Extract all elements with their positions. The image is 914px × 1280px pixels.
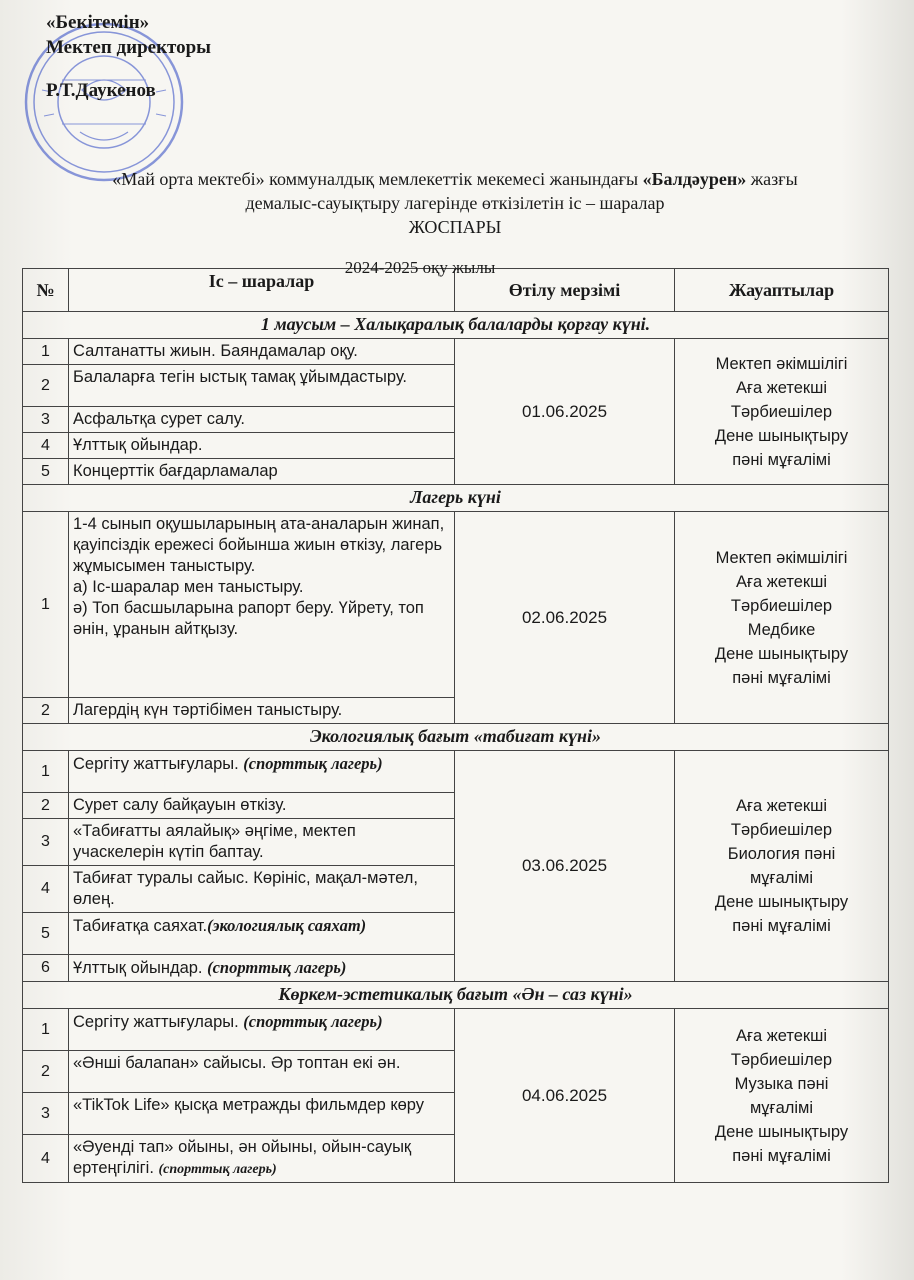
responsible-person: Аға жетекші — [735, 378, 828, 397]
row-number: 5 — [23, 459, 69, 485]
responsible-cell — [675, 1009, 889, 1183]
section-row — [23, 312, 889, 339]
activity-note: (спорттық лагерь) — [207, 958, 347, 977]
activity-cell — [69, 819, 455, 866]
responsible-person: Дене шынықтыру — [714, 426, 849, 445]
activity-note: (спорттық лагерь) — [243, 1012, 383, 1031]
approval-signatory: Р.Т.Даукенов — [46, 80, 156, 101]
row-number: 2 — [23, 365, 69, 407]
activity-cell — [69, 1093, 455, 1135]
section-row — [23, 485, 889, 512]
activity-text: Лагердің күн тәртібімен таныстыру. — [73, 701, 343, 719]
responsible-person: Медбике — [747, 620, 816, 639]
row-number: 1 — [23, 751, 69, 793]
activity-note: (спорттық лагерь) — [243, 754, 383, 773]
activity-subitem: ә) Топ басшыларына рапорт беру. Үйрету, топ әнін, ұранын айтқызу. — [73, 599, 424, 638]
responsible-person: Мектеп әкімшілігі — [715, 354, 848, 373]
heading-line-1 — [20, 168, 890, 190]
activity-cell — [69, 459, 455, 485]
responsible-person: Тәрбиешілер — [730, 402, 833, 421]
row-number: 3 — [23, 1093, 69, 1135]
responsible-person: пәні мұғалімі — [732, 1146, 831, 1165]
activity-text: 1-4 сынып оқушыларының ата-аналарын жинап, қауіпсіздік ережесі бойынша жиын өткізу, лагерь жұмысымен таныстыру. — [73, 515, 445, 575]
responsible-person: мұғалімі — [749, 1098, 814, 1117]
responsible-person: Тәрбиешілер — [730, 821, 833, 839]
responsible-person: Аға жетекші — [735, 1026, 828, 1045]
activity-text: «Табиғатты аялайық» әңгіме, мектеп учаскелерін күтіп баптау. — [73, 822, 356, 861]
activity-text: Сергіту жаттығулары. — [73, 1013, 244, 1031]
row-number: 4 — [23, 1135, 69, 1183]
responsible-person: Тәрбиешілер — [730, 596, 833, 615]
heading-line-2: демалыс-сауықтыру лагерінде өткізілетін іс – шаралар — [245, 193, 665, 213]
activity-text: «TikTok Life» қысқа метражды фильмдер көру — [73, 1096, 425, 1114]
responsible-person: мұғалімі — [749, 869, 814, 887]
date-cell: 03.06.2025 — [455, 751, 675, 982]
camp-name: «Балдәурен» — [642, 169, 747, 189]
responsible-person: Тәрбиешілер — [730, 1050, 833, 1069]
activity-text: Табиғатқа саяхат. — [73, 917, 208, 935]
responsible-cell — [675, 751, 889, 982]
table-body — [23, 312, 889, 1183]
row-number: 1 — [23, 339, 69, 365]
approval-position: Мектеп директоры — [46, 37, 212, 58]
academic-year: 2024-2025 оқу жылы — [344, 258, 496, 277]
activity-cell — [69, 1009, 455, 1051]
activity-cell — [69, 512, 455, 698]
row-number: 2 — [23, 1051, 69, 1093]
table-row — [23, 339, 889, 365]
date-cell: 04.06.2025 — [455, 1009, 675, 1183]
table-row — [23, 751, 889, 793]
activity-text: Сурет салу байқауын өткізу. — [73, 796, 287, 814]
activity-text: Ұлттық ойындар. — [73, 959, 208, 977]
activity-cell — [69, 751, 455, 793]
table-row — [23, 512, 889, 698]
activity-text: Балаларға тегін ыстық тамақ ұйымдастыру. — [73, 368, 408, 386]
header-activity: Іс – шаралар — [69, 269, 455, 312]
activity-note: (экологиялық саяхат) — [207, 916, 367, 935]
activity-text: Табиғат туралы сайыс. Көрініс, мақал-мәтел, өлең. — [73, 869, 418, 908]
row-number: 3 — [23, 407, 69, 433]
responsible-person: Дене шынықтыру — [714, 1122, 849, 1141]
activity-cell — [69, 365, 455, 407]
activity-cell — [69, 1135, 455, 1183]
row-number: 5 — [23, 913, 69, 955]
responsible-person: Мектеп әкімшілігі — [715, 548, 848, 567]
activity-text: Концерттік бағдарламалар — [73, 462, 278, 480]
responsible-person: пәні мұғалімі — [732, 668, 831, 687]
responsible-person: Музыка пәні — [734, 1074, 829, 1093]
row-number: 3 — [23, 819, 69, 866]
activity-text: «Әнші балапан» сайысы. Әр топтан екі ән. — [73, 1054, 401, 1072]
row-number: 6 — [23, 955, 69, 982]
section-row — [23, 982, 889, 1009]
section-title: Көркем-эстетикалық бағыт «Ән – саз күні» — [23, 982, 889, 1009]
section-title: 1 маусым – Халықаралық балаларды қорғау күні. — [23, 312, 889, 339]
activity-cell — [69, 913, 455, 955]
table-row — [23, 1009, 889, 1051]
responsible-person: Биология пәні — [727, 845, 836, 863]
activity-cell — [69, 793, 455, 819]
responsible-person: Дене шынықтыру — [714, 893, 849, 911]
activity-subitem: а) Іс-шаралар мен таныстыру. — [73, 578, 304, 596]
responsible-person: Аға жетекші — [735, 572, 828, 591]
responsible-cell — [675, 339, 889, 485]
approval-title: «Бекітемін» — [46, 12, 150, 33]
row-number: 4 — [23, 866, 69, 913]
activities-table — [22, 268, 889, 1183]
header-num: № — [23, 269, 69, 312]
activity-text: Асфальтқа сурет салу. — [73, 410, 245, 428]
activity-cell — [69, 955, 455, 982]
responsible-person: Дене шынықтыру — [714, 644, 849, 663]
activity-cell — [69, 433, 455, 459]
header-responsible: Жауаптылар — [675, 269, 889, 312]
activity-text: «Әуенді тап» ойыны, ән ойыны, ойын-сауық ертеңгілігі. — [73, 1138, 412, 1177]
activity-text: Ұлттық ойындар. — [73, 436, 203, 454]
row-number: 1 — [23, 1009, 69, 1051]
header-date: Өтілу мерзімі — [455, 269, 675, 312]
date-cell: 01.06.2025 — [455, 339, 675, 485]
row-number: 2 — [23, 793, 69, 819]
activity-text: Сергіту жаттығулары. — [73, 755, 244, 773]
row-number: 2 — [23, 698, 69, 724]
activity-cell — [69, 407, 455, 433]
activity-cell — [69, 698, 455, 724]
section-row — [23, 724, 889, 751]
activity-cell — [69, 339, 455, 365]
section-title: Лагерь күні — [23, 485, 889, 512]
responsible-person: Аға жетекші — [735, 797, 828, 815]
responsible-cell — [675, 512, 889, 724]
heading-plan-title: ЖОСПАРЫ — [408, 217, 502, 237]
row-number: 4 — [23, 433, 69, 459]
activity-cell — [69, 1051, 455, 1093]
section-title: Экологиялық бағыт «табиғат күні» — [23, 724, 889, 751]
responsible-person: пәні мұғалімі — [732, 917, 831, 935]
date-cell: 02.06.2025 — [455, 512, 675, 724]
activity-cell — [69, 866, 455, 913]
approval-block — [46, 10, 211, 103]
activity-note: (спорттық лагерь) — [158, 1162, 277, 1177]
activity-text: Салтанатты жиын. Баяндамалар оқу. — [73, 342, 358, 360]
responsible-person: пәні мұғалімі — [732, 450, 831, 469]
row-number: 1 — [23, 512, 69, 698]
heading-prefix: «Май орта мектебі» коммуналдық мемлекеттік мекемесі жанындағы — [112, 169, 643, 189]
heading-suffix: жазғы — [746, 169, 798, 189]
